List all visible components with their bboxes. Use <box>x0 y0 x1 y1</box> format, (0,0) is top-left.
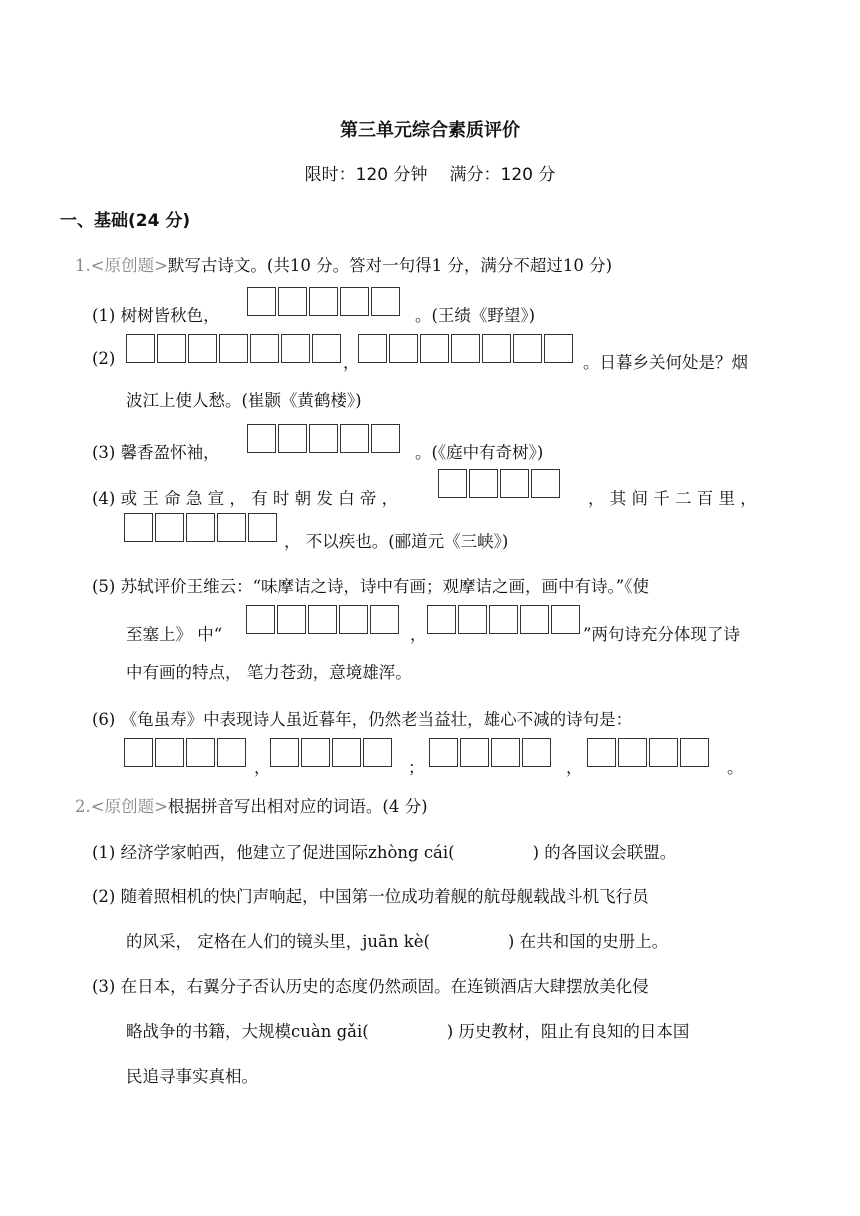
char-box[interactable] <box>340 424 369 453</box>
answer-boxes[interactable] <box>438 469 560 498</box>
char-box[interactable] <box>429 738 458 767</box>
item-text: ， 其 间 千 二 百 里 ， <box>588 489 757 508</box>
item-text: 苏轼评价王维云：“味摩诘之诗，诗中有画；观摩诘之画，画中有诗。”《使 <box>120 577 649 596</box>
q1-item-3 <box>92 439 220 463</box>
answer-boxes[interactable] <box>124 513 277 542</box>
char-box[interactable] <box>278 287 307 316</box>
char-box[interactable] <box>451 334 480 363</box>
answer-boxes[interactable] <box>247 287 400 316</box>
char-box[interactable] <box>482 334 511 363</box>
q1-item-6 <box>92 706 632 730</box>
char-box[interactable] <box>217 513 246 542</box>
char-box[interactable] <box>124 513 153 542</box>
char-box[interactable] <box>358 334 387 363</box>
page-title: 第三单元综合素质评价 <box>340 120 520 141</box>
question-number: 1. <box>75 256 91 275</box>
char-box[interactable] <box>520 605 549 634</box>
item-text: ”两句诗充分体现了诗 <box>583 625 740 644</box>
exam-info <box>0 160 860 185</box>
item-number: (1) <box>92 843 116 862</box>
item-number: (1) <box>92 306 116 325</box>
item-text: 馨香盈怀袖， <box>120 443 220 462</box>
item-text: ， <box>254 758 271 777</box>
char-box[interactable] <box>246 605 275 634</box>
item-text: 在日本，右翼分子否认历史的态度仍然顽固。在连锁酒店大肆摆放美化侵 <box>120 977 649 996</box>
char-box[interactable] <box>301 738 330 767</box>
char-box[interactable] <box>371 424 400 453</box>
item-number: (2) <box>92 349 116 368</box>
question-1 <box>75 252 612 276</box>
answer-boxes[interactable] <box>126 334 341 363</box>
q2-item-2 <box>92 883 649 907</box>
item-text: 至塞上》 中“ <box>126 625 223 644</box>
question-tag: <原创题> <box>90 256 168 275</box>
char-box[interactable] <box>312 334 341 363</box>
item-text: 。(《庭中有奇树》) <box>415 443 544 462</box>
full-score: 满分：120 分 <box>449 165 556 185</box>
item-text: 经济学家帕西，他建立了促进国际zhòng cái( <box>120 843 455 862</box>
char-box[interactable] <box>217 738 246 767</box>
q2-item-1 <box>92 839 676 863</box>
answer-boxes[interactable] <box>587 738 709 767</box>
answer-boxes[interactable] <box>246 605 399 634</box>
char-box[interactable] <box>309 424 338 453</box>
question-2 <box>75 793 428 817</box>
item-text: 。 <box>727 758 744 777</box>
item-number: (5) <box>92 577 116 596</box>
question-prompt: 根据拼音写出相对应的词语。(4 分) <box>167 797 428 816</box>
char-box[interactable] <box>186 738 215 767</box>
q1-item-4 <box>92 485 398 509</box>
item-text: 波江上使人愁。(崔颢《黄鹤楼》) <box>126 391 362 410</box>
char-box[interactable] <box>531 469 560 498</box>
char-box[interactable] <box>522 738 551 767</box>
char-box[interactable] <box>469 469 498 498</box>
answer-boxes[interactable] <box>247 424 400 453</box>
item-text: ， <box>566 758 583 777</box>
q2-item-3 <box>92 973 649 997</box>
char-box[interactable] <box>155 738 184 767</box>
char-box[interactable] <box>248 513 277 542</box>
char-box[interactable] <box>281 334 310 363</box>
char-box[interactable] <box>491 738 520 767</box>
item-number: (3) <box>92 443 116 462</box>
char-box[interactable] <box>219 334 248 363</box>
char-box[interactable] <box>278 424 307 453</box>
char-box[interactable] <box>544 334 573 363</box>
item-text: 《龟虽寿》中表现诗人虽近暮年，仍然老当益壮，雄心不减的诗句是： <box>120 710 633 729</box>
char-box[interactable] <box>513 334 542 363</box>
item-number: (3) <box>92 977 116 996</box>
char-box[interactable] <box>649 738 678 767</box>
char-box[interactable] <box>124 738 153 767</box>
char-box[interactable] <box>157 334 186 363</box>
char-box[interactable] <box>186 513 215 542</box>
char-box[interactable] <box>420 334 449 363</box>
char-box[interactable] <box>427 605 456 634</box>
char-box[interactable] <box>371 287 400 316</box>
char-box[interactable] <box>489 605 518 634</box>
item-text: 的风采， 定格在人们的镜头里，juān kè( <box>126 932 430 951</box>
char-box[interactable] <box>126 334 155 363</box>
item-text: ， <box>410 625 427 644</box>
item-text: 。(王绩《野望》) <box>415 306 536 325</box>
answer-boxes[interactable] <box>358 334 573 363</box>
answer-boxes[interactable] <box>427 605 580 634</box>
char-box[interactable] <box>460 738 489 767</box>
item-number: (2) <box>92 887 116 906</box>
item-text: 民追寻事实真相。 <box>126 1067 258 1086</box>
char-box[interactable] <box>188 334 217 363</box>
item-text: ， 不以疾也。(郦道元《三峡》) <box>284 532 509 551</box>
time-limit: 限时：120 分钟 <box>304 165 428 185</box>
char-box[interactable] <box>308 605 337 634</box>
char-box[interactable] <box>332 738 361 767</box>
answer-boxes[interactable] <box>429 738 551 767</box>
char-box[interactable] <box>458 605 487 634</box>
item-text: ， <box>343 353 360 372</box>
q2-item-2-cont <box>126 928 668 952</box>
char-box[interactable] <box>587 738 616 767</box>
question-tag: <原创题> <box>90 797 168 816</box>
q1-item-1 <box>92 302 220 326</box>
char-box[interactable] <box>155 513 184 542</box>
item-text: 或 王 命 急 宣 ， 有 时 朝 发 白 帝 ， <box>120 489 399 508</box>
section-heading: 一、基础(24 分) <box>60 211 191 231</box>
char-box[interactable] <box>618 738 647 767</box>
item-number: (6) <box>92 710 116 729</box>
char-box[interactable] <box>370 605 399 634</box>
char-box[interactable] <box>247 424 276 453</box>
answer-boxes[interactable] <box>270 738 392 767</box>
item-text: 中有画的特点， 笔力苍劲，意境雄浑。 <box>126 663 412 682</box>
item-number: (4) <box>92 489 116 508</box>
char-box[interactable] <box>500 469 529 498</box>
question-number: 2. <box>75 797 91 816</box>
char-box[interactable] <box>551 605 580 634</box>
char-box[interactable] <box>680 738 709 767</box>
char-box[interactable] <box>363 738 392 767</box>
question-prompt: 默写古诗文。(共10 分。答对一句得1 分，满分不超过10 分) <box>167 256 613 275</box>
char-box[interactable] <box>340 287 369 316</box>
answer-boxes[interactable] <box>124 738 246 767</box>
char-box[interactable] <box>438 469 467 498</box>
char-box[interactable] <box>277 605 306 634</box>
item-text: 略战争的书籍，大规模cuàn gǎi( <box>126 1022 369 1041</box>
item-text: ) 历史教材，阻止有良知的日本国 <box>446 1022 690 1041</box>
char-box[interactable] <box>247 287 276 316</box>
char-box[interactable] <box>270 738 299 767</box>
q2-item-3-cont <box>126 1018 689 1042</box>
item-text: ； <box>408 758 425 777</box>
char-box[interactable] <box>339 605 368 634</box>
item-text: ) 的各国议会联盟。 <box>532 843 677 862</box>
item-text: 。日暮乡关何处是？烟 <box>583 353 748 372</box>
item-text: ) 在共和国的史册上。 <box>507 932 669 951</box>
q1-item-5 <box>92 573 649 597</box>
item-text: 树树皆秋色， <box>120 306 220 325</box>
item-text: 随着照相机的快门声响起，中国第一位成功着舰的航母舰载战斗机飞行员 <box>120 887 649 906</box>
char-box[interactable] <box>309 287 338 316</box>
char-box[interactable] <box>389 334 418 363</box>
char-box[interactable] <box>250 334 279 363</box>
